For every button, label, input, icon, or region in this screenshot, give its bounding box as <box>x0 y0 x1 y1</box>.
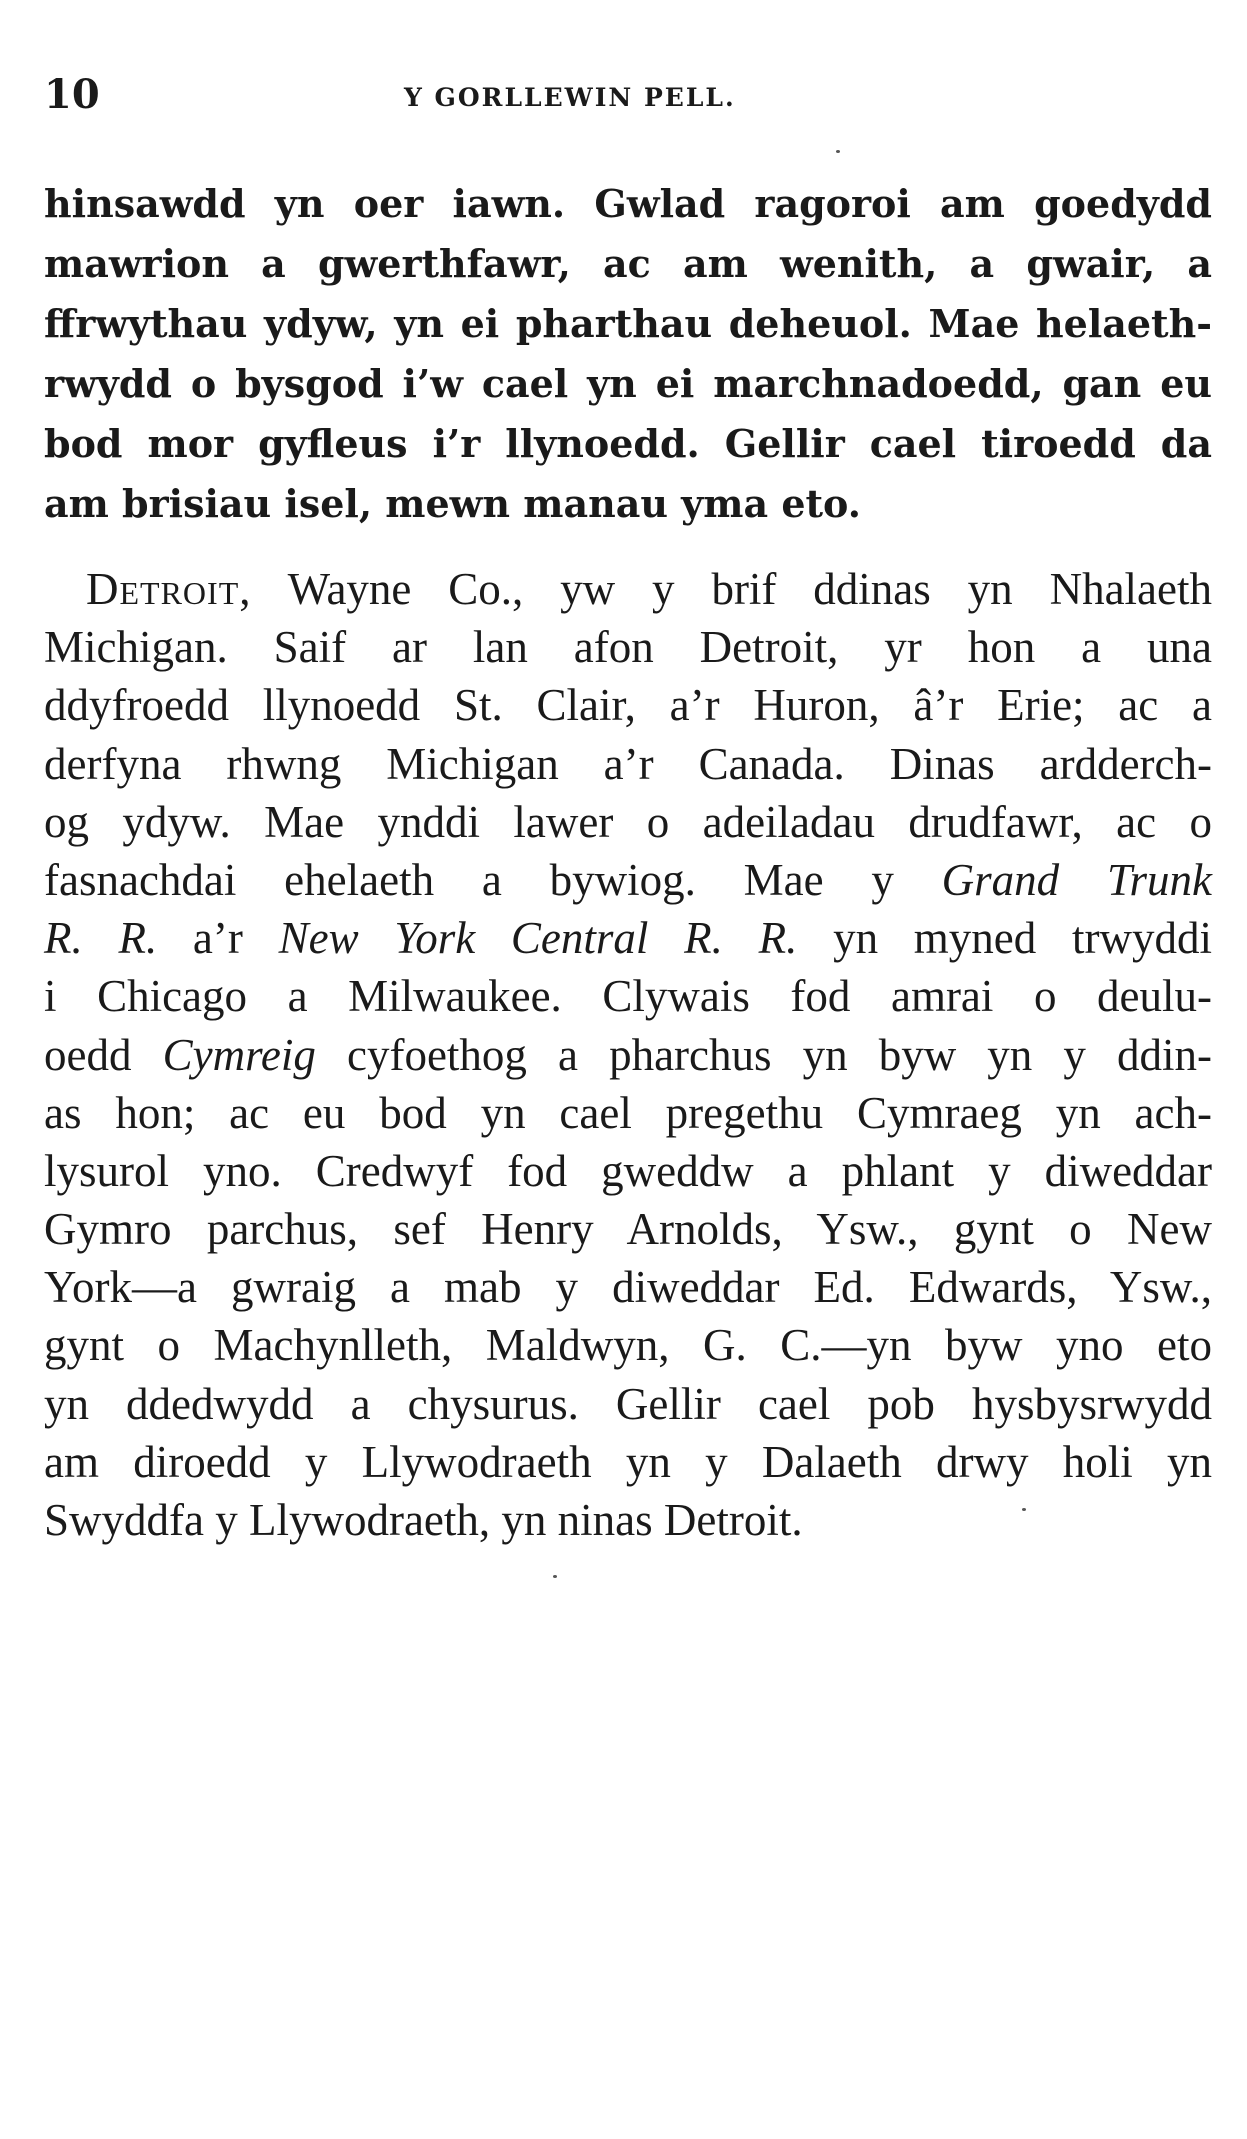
paragraph-1-line: hinsawdd yn oer iawn. Gwlad ragoroi am goedydd <box>44 181 1212 226</box>
paragraph-2-line: i Chicago a Milwaukee. Clywais fod amrai o deulu- <box>44 971 1212 1022</box>
paragraph-2-line: as hon; ac eu bod yn cael pregethu Cymraeg yn ach- <box>44 1087 1212 1138</box>
paragraph-2-line: York—a gwraig a mab y diweddar Ed. Edwards, Ysw., <box>44 1262 1212 1313</box>
railway-abbrev: R. R. <box>44 913 158 964</box>
paragraph-2 <box>44 560 1212 1549</box>
paragraph-2-line: og ydyw. Mae ynddi lawer o adeiladau drudfawr, ac o <box>44 796 1212 847</box>
paragraph-1 <box>44 174 1212 534</box>
running-title: Y GORLLEWIN PELL. <box>404 83 736 112</box>
paragraph-1-line: mawrion a gwerthfawr, ac am wenith, a gwair, a <box>44 241 1212 286</box>
paragraph-2-line: Swyddfa y Llywodraeth, yn ninas Detroit. <box>44 1495 803 1545</box>
page-number: 10 <box>44 71 100 118</box>
print-speck <box>836 150 840 153</box>
line-text: yn myned trwyddi <box>797 913 1212 964</box>
paragraph-2-line: lysurol yno. Credwyf fod gweddw a phlant y diweddar <box>44 1145 1212 1196</box>
place-name-detroit: Detroit, <box>86 564 252 614</box>
paragraph-1-line: ffrwythau ydyw, yn ei pharthau deheuol. Mae helaeth- <box>44 301 1212 346</box>
line-text: a’r <box>157 913 279 964</box>
paragraph-2-line <box>44 851 1212 909</box>
line-text: Wayne Co., yw y brif ddinas yn Nhalaeth <box>251 564 1212 614</box>
paragraph-2-line: ddyfroedd llynoedd St. Clair, a’r Huron, â’r Erie; ac a <box>44 680 1212 731</box>
paragraph-2-line <box>44 560 1212 618</box>
print-speck <box>1022 1508 1026 1511</box>
paragraph-2-line: Gymro parchus, sef Henry Arnolds, Ysw., gynt o New <box>44 1204 1212 1255</box>
railway-name: New York Central R. R. <box>278 913 798 964</box>
paragraph-1-line: bod mor gyfleus i’r llynoedd. Gellir cael tiroedd da <box>44 421 1212 466</box>
print-speck <box>553 1575 557 1578</box>
line-text: cyfoethog a pharchus yn byw yn y ddin- <box>315 1029 1212 1080</box>
paragraph-2-line: derfyna rhwng Michigan a’r Canada. Dinas ardderch- <box>44 738 1212 789</box>
line-text: fasnachdai ehelaeth a bywiog. Mae y <box>44 854 942 905</box>
paragraph-2-line: am diroedd y Llywodraeth yn y Dalaeth drwy holi yn <box>44 1436 1212 1487</box>
paragraph-1-line: rwydd o bysgod i’w cael yn ei marchnadoedd, gan eu <box>44 361 1212 406</box>
paragraph-2-line <box>44 1026 1212 1084</box>
paragraph-1-line: am brisiau isel, mewn manau yma eto. <box>44 481 861 526</box>
paragraph-2-line <box>44 909 1212 967</box>
line-text: oedd <box>44 1029 163 1080</box>
italic-word: Cymreig <box>162 1029 316 1080</box>
railway-name: Grand Trunk <box>941 854 1212 905</box>
paragraph-2-line: yn ddedwydd a chysurus. Gellir cael pob hysbysrwydd <box>44 1378 1212 1429</box>
running-head <box>44 70 1212 130</box>
paragraph-2-line: gynt o Machynlleth, Maldwyn, G. C.—yn byw yno eto <box>44 1320 1212 1371</box>
paragraph-2-line: Michigan. Saif ar lan afon Detroit, yr hon a una <box>44 622 1212 673</box>
